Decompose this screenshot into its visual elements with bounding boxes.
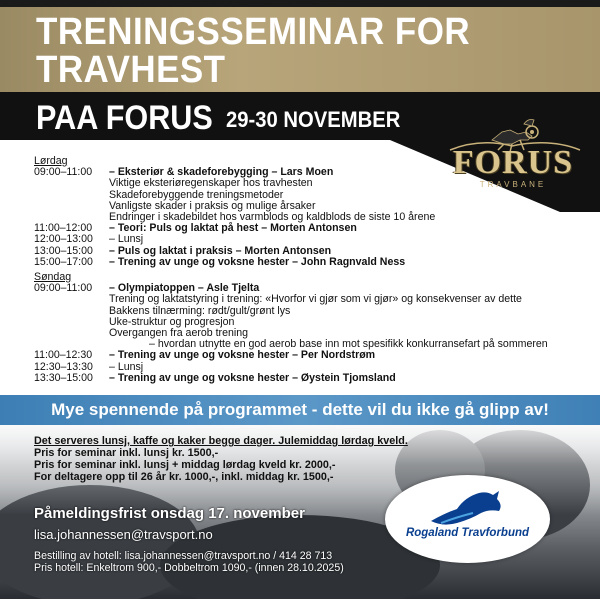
session-title: – Eksteriør & skadeforebygging – Lars Moen — [109, 166, 334, 179]
session-detail: Endringer i skadebildet hos varmblods og kaldblods de siste 10 årene — [109, 211, 436, 224]
horse-head-icon — [427, 487, 507, 529]
session-title: – Puls og laktat i praksis – Morten Antonsen — [109, 244, 332, 257]
title-line-1: TRENINGSSEMINAR FOR — [36, 11, 471, 53]
rogaland-travforbund-name: Rogaland Travforbund — [405, 527, 530, 539]
session-detail: Overgangen fra aerob trening — [109, 327, 248, 340]
session-time: 13:00–15:00 — [34, 244, 93, 257]
price-line: For deltagere opp til 26 år kr. 1000,-, inkl. middag kr. 1500,- — [34, 471, 334, 483]
session-detail: Trening og laktatstyring i trening: «Hvorfor vi gjør som vi gjør» og konsekvenser av dette — [109, 293, 522, 306]
schedule-row — [34, 234, 594, 245]
venue-text: PAA FORUS — [36, 99, 213, 137]
schedule-row — [34, 257, 594, 268]
session-time: 12:00–13:00 — [34, 233, 93, 246]
session-time: 09:00–11:00 — [34, 166, 93, 179]
session-title: – Teori: Puls og laktat på hest – Morten Antonsen — [109, 222, 357, 235]
forus-logo-subtitle: TRAVBANE — [479, 180, 547, 189]
forus-logo-name: FORUS — [452, 144, 574, 181]
price-line: Pris for seminar inkl. lunsj kr. 1500,- — [34, 447, 219, 459]
meals-info: Det serveres lunsj, kaffe og kaker begge dager. Julemiddag lørdag kveld. — [34, 435, 408, 447]
price-line: Pris for seminar inkl. lunsj + middag lørdag kveld kr. 2000,- — [34, 459, 336, 471]
session-detail: Viktige eksteriøregenskaper hos travhesten — [109, 177, 313, 190]
session-time: 11:00–12:00 — [34, 222, 93, 235]
session-title: – Trening av unge og voksne hester – Per Nordstrøm — [109, 349, 376, 362]
session-title: – Trening av unge og voksne hester – John Ragnvald Ness — [109, 255, 406, 268]
session-time: 13:30–15:00 — [34, 371, 93, 384]
session-title: – Trening av unge og voksne hester – Øystein Tjomsland — [109, 371, 396, 384]
session-title: – Lunsj — [109, 360, 144, 373]
registration-email[interactable]: lisa.johannessen@travsport.no — [34, 527, 213, 542]
hotel-booking-contact: Bestilling av hotell: lisa.johannessen@travsport.no / 414 28 713 — [34, 550, 333, 562]
promo-banner — [0, 395, 600, 425]
session-detail: Uke-struktur og progresjon — [109, 315, 235, 328]
session-detail: Bakkens tilnærming: rødt/gult/grønt lys — [109, 304, 291, 317]
session-detail: Vanligste skader i praksis og mulige årsaker — [109, 199, 316, 212]
session-time: 09:00–11:00 — [34, 282, 93, 295]
event-dates: 29-30 NOVEMBER — [226, 107, 401, 132]
session-time: 12:30–13:30 — [34, 360, 93, 373]
schedule — [34, 156, 594, 384]
session-time: 15:00–17:00 — [34, 255, 93, 268]
title-line-2: TRAVHEST — [36, 49, 226, 91]
session-detail: Skadeforebyggende treningsmetoder — [109, 188, 284, 201]
session-time: 11:00–12:30 — [34, 349, 93, 362]
schedule-row — [34, 373, 594, 384]
hotel-price: Pris hotell: Enkeltrom 900,- Dobbeltrom 1090,- (innen 28.10.2025) — [34, 562, 344, 574]
rogaland-travforbund-logo — [385, 475, 550, 563]
session-title: – Lunsj — [109, 233, 144, 246]
pricing-info — [34, 435, 464, 483]
day-heading-sunday: Søndag — [34, 271, 72, 284]
hotel-booking — [34, 550, 344, 574]
session-title: – Olympiatoppen – Asle Tjelta — [109, 282, 260, 295]
session-subdetail: – hvordan utnytte en god aerob base inn mot spesifikk konkurransefart på sommeren — [149, 338, 548, 351]
day-heading-saturday: Lørdag — [34, 155, 68, 167]
registration-deadline: Påmeldingsfrist onsdag 17. november — [34, 505, 305, 522]
promo-banner-text: Mye spennende på programmet - dette vil du ikke gå glipp av! — [51, 400, 549, 419]
schedule-row — [34, 350, 594, 361]
